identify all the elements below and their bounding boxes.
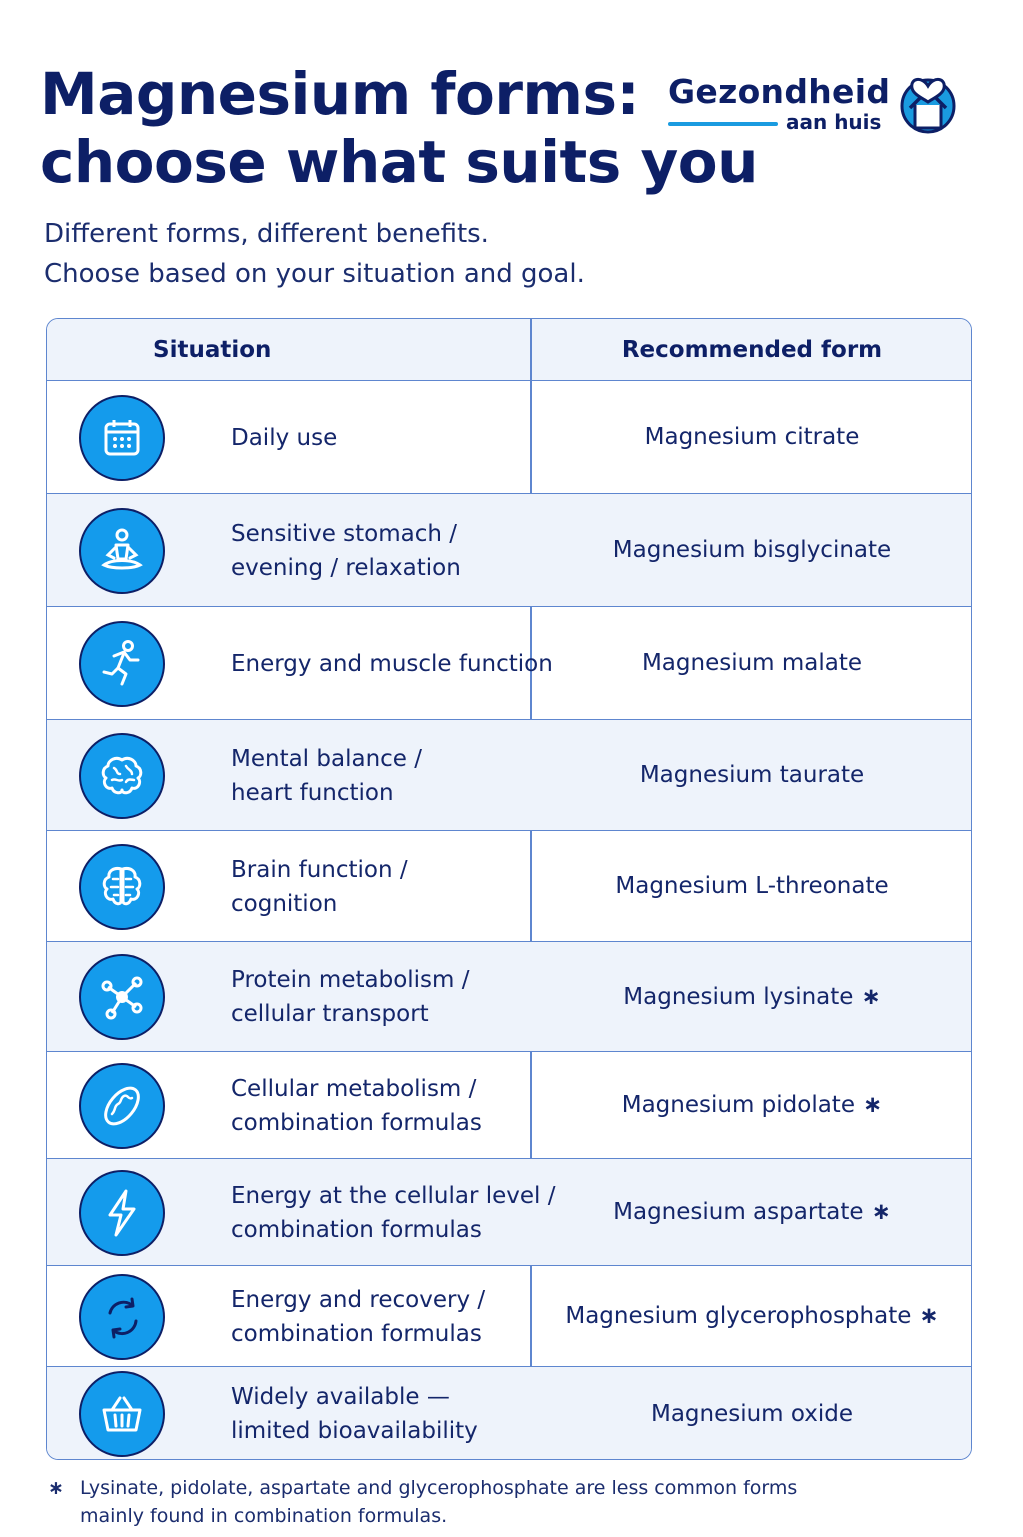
logo-brand-text: Gezondheid	[668, 72, 891, 111]
title-line-2: choose what suits you	[40, 128, 758, 196]
situation-text	[231, 742, 521, 810]
subtitle-line-2: Choose based on your situation and goal.	[44, 259, 585, 289]
situation-line: evening / relaxation	[231, 555, 461, 581]
recommended-form	[531, 831, 972, 942]
situation-line: combination formulas	[231, 1110, 482, 1136]
table-row	[47, 720, 971, 831]
situation-icon-badge	[79, 844, 165, 930]
form-name: Magnesium malate	[641, 650, 863, 676]
situation-text	[231, 1283, 521, 1351]
situation-icon-badge	[79, 395, 165, 481]
table-row	[47, 1367, 971, 1460]
footnote-marker: ∗	[862, 1092, 883, 1118]
footnote-marker: ∗	[861, 984, 881, 1010]
footnote-line-1: Lysinate, pidolate, aspartate and glycerophosphate are less common forms	[80, 1477, 798, 1499]
recommended-form	[531, 1266, 972, 1367]
situation-line: combination formulas	[231, 1217, 482, 1243]
magnesium-forms-table	[46, 318, 972, 1460]
situation-text	[231, 1072, 521, 1140]
situation-icon-badge	[79, 621, 165, 707]
situation-icon-badge	[79, 1274, 165, 1360]
title-line-1: Magnesium forms:	[40, 60, 640, 128]
form-name: Magnesium citrate	[644, 424, 860, 450]
situation-line: combination formulas	[231, 1321, 482, 1347]
situation-text	[231, 963, 521, 1031]
house-heart-icon	[898, 70, 958, 136]
form-name: Magnesium bisglycinate	[612, 537, 892, 563]
molecule-icon	[96, 971, 148, 1023]
situation-line: Sensitive stomach /	[231, 521, 458, 547]
table-row	[47, 1052, 971, 1159]
situation-text	[231, 647, 553, 681]
table-row	[47, 831, 971, 942]
situation-line: Daily use	[231, 425, 338, 451]
situation-line: limited bioavailability	[231, 1418, 478, 1444]
recommended-form	[531, 607, 972, 720]
situation-line: Energy and muscle function	[231, 651, 553, 677]
form-name: Magnesium L-threonate	[615, 873, 889, 899]
recommended-form	[531, 494, 972, 607]
situation-line: Widely available —	[231, 1384, 450, 1410]
table-row	[47, 1266, 971, 1367]
situation-text	[231, 1179, 556, 1247]
calendar-icon	[96, 412, 148, 464]
footnote-marker: ∗	[919, 1303, 939, 1329]
meditation-icon	[96, 525, 148, 577]
situation-icon-badge	[79, 1063, 165, 1149]
basket-icon	[96, 1388, 148, 1440]
situation-text	[231, 421, 521, 455]
situation-icon-badge	[79, 1371, 165, 1457]
situation-text	[231, 517, 521, 585]
table-row	[47, 942, 971, 1052]
situation-text	[231, 853, 521, 921]
recommended-form	[531, 381, 972, 494]
situation-line: cellular transport	[231, 1001, 429, 1027]
situation-line: Protein metabolism /	[231, 967, 470, 993]
footnote-line-2: mainly found in combination formulas.	[80, 1505, 448, 1527]
situation-text	[231, 1380, 521, 1448]
page-title	[40, 60, 758, 196]
situation-icon-badge	[79, 733, 165, 819]
table-row	[47, 1159, 971, 1266]
form-name: Magnesium glycerophosphate	[565, 1303, 912, 1329]
brand-logo[interactable]	[666, 70, 966, 140]
table-row	[47, 381, 971, 494]
table-header	[47, 319, 971, 381]
situation-line: Cellular metabolism /	[231, 1076, 477, 1102]
footnote-text	[80, 1474, 797, 1530]
form-name: Magnesium lysinate	[623, 984, 854, 1010]
situation-line: cognition	[231, 891, 338, 917]
situation-line: Energy at the cellular level /	[231, 1183, 556, 1209]
table-row	[47, 607, 971, 720]
footnote-asterisk: ∗	[48, 1477, 64, 1499]
situation-line: Energy and recovery /	[231, 1287, 486, 1313]
logo-underline	[668, 122, 778, 126]
recycle-icon	[96, 1291, 148, 1343]
recommended-form	[531, 1367, 972, 1460]
situation-icon-badge	[79, 954, 165, 1040]
recommended-form	[531, 1052, 972, 1159]
form-name: Magnesium aspartate	[613, 1199, 864, 1225]
table-row	[47, 494, 971, 607]
lightning-icon	[96, 1187, 148, 1239]
brain-circuit-icon	[96, 861, 148, 913]
situation-line: Mental balance /	[231, 746, 422, 772]
recommended-form	[531, 942, 972, 1052]
situation-icon-badge	[79, 1170, 165, 1256]
mitochondria-icon	[96, 1080, 148, 1132]
form-name: Magnesium oxide	[650, 1401, 854, 1427]
footnote-marker: ∗	[871, 1199, 891, 1225]
situation-line: Brain function /	[231, 857, 408, 883]
column-header-recommended-form: Recommended form	[621, 337, 883, 363]
situation-icon-badge	[79, 508, 165, 594]
brain-icon	[96, 750, 148, 802]
footnote	[48, 1474, 797, 1530]
situation-line: heart function	[231, 780, 394, 806]
logo-sub-text: aan huis	[786, 110, 882, 134]
form-name: Magnesium taurate	[639, 762, 865, 788]
running-icon	[96, 638, 148, 690]
recommended-form	[531, 1159, 972, 1266]
recommended-form	[531, 720, 972, 831]
subtitle-line-1: Different forms, different benefits.	[44, 219, 489, 249]
form-name: Magnesium pidolate	[621, 1092, 855, 1118]
subtitle	[44, 214, 585, 294]
column-header-situation: Situation	[153, 337, 272, 363]
